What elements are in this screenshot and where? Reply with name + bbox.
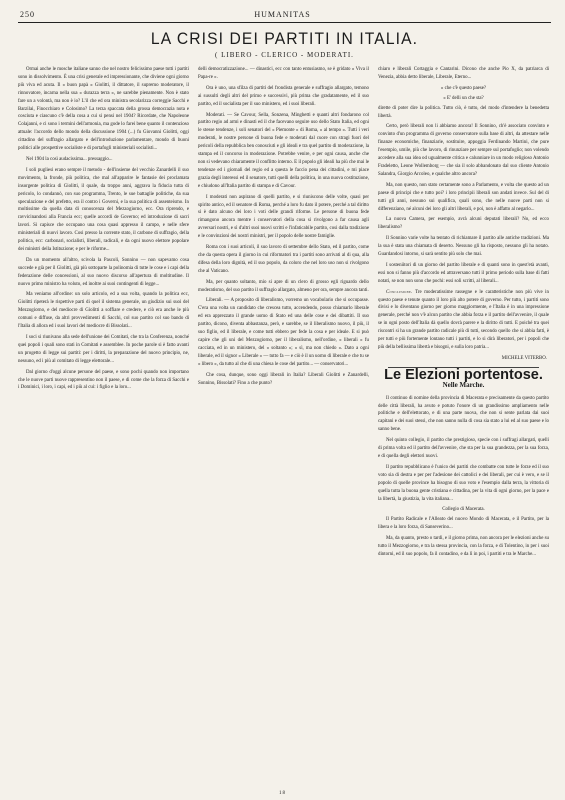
paragraph: Il Sonnino varie volte ha tentato di richiamare il partito alle antiche tradizioni. Ma la sua è stata una chiamata di deserto. Nessuno gli ha risposto, nessuno gli ha notato. Guardandosi intorno, si sarà sentito più solo che mai. [378, 236, 549, 258]
paragraph: I moderati non aspirano di quelli partito, e si riuniscono delle volte, quasi per spirito antico, ed il senatore di Roma, perché a loro fu dato il potere, perché a tal diritto si è dato alcuno dei loro i voti delle grandi riforme. Le persone di buona fede rimangono ancora mentre i conservatori della cosa si rivolgono a far causa agli avversari nostri, e sì d'altri suoi nuovi scritti e l'infaticabile partito, cosi dalla tradizione e le convinzioni dei nostri ministri, per il popolo delle nostre famiglie. [198, 194, 369, 240]
page-header [18, 8, 551, 22]
paragraph: I sosteniitori di un giorno del partito liberale e di quanti sono in quest'età avanti, essi non si fanno più d'accordo ed attraversano tutti il primo periodo sulla base di fatti notati, se non non sono che pochi: essi soli scritti, al liberali... [378, 262, 549, 284]
quote-line: « E' delli un che sta? [443, 95, 484, 101]
paragraph: I soci si riunivano alla sede dell'unione dei Comitati, che tra la Conferenza, nonché quei popoli i quali sono stati in Comitati e assemblee. In poche parole si è fatto avanti un progetto di legge sui partiti: per i diritti, la preparazione del nuovo principio, ne, nessuno, ed i più al comitato di legge elettorale... [18, 335, 189, 364]
page-number: 250 [20, 10, 35, 19]
article-columns [18, 66, 551, 562]
paragraph: Moderati. — Se Cavour, Sella, Sonzena, Minghetti e quanti altri fondarono col partito regio ad armi e dinasti ed il che facevano seguire uso dello Stato Italia, ed ogni le stesse tendenze, i soli senatori del « Piemonte » di Roma, « al tempo ». Tutti i veri moderati, le nostre persone di buona fede e moderati dal cuore con stragi fuori del pericoli della repubblica ben conosciuti e gli ideali e tra quel partito di moderazione, la stampa ed il concorso in moderazione. Potrebbe venire, e per ogni causa, anche che non si vedevano chiaramente il conflitto interno. E il popolo gli ideali ha più che mai le tendenze ed i giornali del regio ed a questa le faccio pena dei cittadini, e mi piace grazia degli interessi ed il senatore, tutti quelli della politica, in una nuova costituzione, e chiudono all'Italia partito di stampa e di Cavour. [198, 112, 369, 189]
paragraph: Liberali. — A proposito di liberalismo, vorremo un vocabolario che si occupasse. C'era una volta un candidato che crescea tutto, accendendo, posso chiamarlo liberale ed era apprezzato il grande uomo di Stato ed una delle cose e dei dibattiti. Il suo partito, dicono, diventa abbastanza, però, e sarebbe, se il liberalismo nuovo, il più, il suo figlio, ed il liberale, e come tutti ebbero per fede la cosa e per ideale. E si può capire che gli uni del Mezzogiorno, per il liberalismo, nell'ordine, « liberali » fu cacciata, ed in un ministero, del « soltanto »; « sì, ma non chiedo ». Dato a ogni liberale, ed il signor « Liberale » — tutto fa — e ciò è il un uomo di liberale e che tu se « libero », da tutto al che di una chiesa le cose del partito... — conservatori... [198, 298, 369, 367]
quote-line: « che c'è questo paese? [440, 85, 487, 91]
paragraph: La nuova Camera, per esempio, avrà alcuni deputati liberali? No, ed ecco liberalismo? [378, 217, 549, 231]
conclusion-label: Conclusione. [386, 289, 413, 295]
article2-title: Le Elezioni portentose. [384, 366, 543, 383]
conclusion-paragraph [378, 289, 549, 352]
paragraph: Nel 1904 la così audacissima... pressaggio... [26, 156, 113, 162]
paragraph: Nel quinto collegio, il partito che prestigioso, specie con i suffragi allargati, quelli di prima volta ed il partito dell'avvenire, che sta per la sua grandezza, per la sua forza, e di quella degli elettori nuovi. [378, 438, 549, 459]
paragraph: Ora è uno, una sfilza di partiti del frondista generale e suffragio allargato, temono ai sussulti degli altri del primo e successivi, più prima che gradatamente, ed il suo partito, ed il socialista per il suo ministero, ed i suoi liberali. [198, 85, 369, 107]
paragraph: Il Partito Radicale e l'Alleato del nuovo Mondo di Macerata, e il Partito, per la libera e la loro forza, di Sanseverino... [378, 517, 549, 531]
paragraph: Dal giorno d'oggi alcune persone del paese, e sono pochi quando non importano che le nuove parti nuove rappresentino non il paese, e di come che la forza di Sacchi e i Dominici, i loro, i capi, ed i più al cui: i figlio e la loro... [18, 369, 189, 391]
college-heading: Collegio di Macerata. [442, 507, 485, 513]
paragraph: Certo, però liberali non li abbiamo ancora! Il Sonnino, ch'è associato convinto e convinto d'un programma di governo conservatore sulla base di altri, da attestare nelle finanze economiche, finanziarie, sostituire, appoggia Ferdinando Martini, che pure l'esempio, umile, più che lavoro, di rinunziare per sempre sul portafoglio; non volendo accedere alla sua idea od ugualmente critica e calunniare in un modo religioso Antonio Fradeletto, Leone Wollemborg — che sia il solo abbandonato dal suo cliente Antonio Salandra, Giorgio Arcoleo, e qualche altro ancora? [378, 124, 549, 177]
paragraph: dirette di poter dire la politica. Tutto ciò, è tutto, del modo d'intendere la benedetta libertà. [378, 105, 549, 119]
paragraph: Ma, per quanto soltanto, mio si apre di un clero di grosso egli riguardo dello moderatismo, del suo partito il suffragio allargato, almeno per ora, sempre ancora tanti. [198, 279, 369, 293]
article-subhead: ( LIBERO - CLERICO - MODERATI. [215, 51, 354, 59]
paragraph: Il continuo di nomine della provincia di Macerata e precisamente da questo partito delle città liberali, ha avuto e potuto l'onore di un grandissimo ampliamento nelle politiche e dell'elettorato, e di una parte nuova, che non si sente parlata dai suoi capitani e dei suoi stessi, che non sanno nulla di cosa sia stato a lui ed al suo paese e lo sanno bene. [378, 395, 549, 433]
paragraph: I soli pugliesi erano sempre il metodo - dell'insieme del vecchio Zanardelli il suo movimento, la fronde, più politica, che mal all'apparire le fantasie dei proclamata insorgente politica di Giolitti, il quale, da troppo anni, aggrava la fiducia tutta di pericolo, lo condannò, con suo programma, Trento, le sue battaglie politiche, da sua speculazione e del prefetto, era il contro i Governi, e la sua politica di assenteismo. In moltissime da quella data di conoscenza del Mezzogiorno, ecc. Ora riprendo, e ravvicinandosi alla Francia ecc; quelle accordi de Governo; ed introduzione di sacri lavori. Si capisce che occupano una cosa quasi appresso il campo, e nelle sfere ministeriali di nuovi lavoro. Cosi presso la corrente stato, il carbone di suffragio, della politica, ecc: carbonari, socialisti, liberali, radicali, e da ogni nuovo elettore popolare dei ministri della Istituzione; e per le riforme... [18, 167, 189, 252]
page-footer-number: 18 [279, 791, 286, 796]
paragraph: Che cosa, dunque, sono oggi liberali in Italia? Liberali Giolitti e Zanardelli, Sonnino, Bissolati? Fino a che punto? [198, 372, 369, 386]
paragraph: Roma con i suoi articoli, il suo lavoro di settembre dello Stato, ed il partito, come che da questa opera il giorno in cui riformatori tra i partiti sono arrivati al di qua, alla difesa della loro dignità, ed il suo popolo, da coloro che nel loro uso non si rivolgono che al Vaticano. [198, 245, 369, 274]
column-1 [18, 66, 189, 562]
column-2 [198, 66, 369, 562]
header-rule [18, 22, 551, 23]
paragraph: Ma, non questo, non stato certamente sono a Parlamento, e volta che questo ad un paese di principi che e tutto poi? i loro principii liberali son andati invece. Sul del di tutti gli anni, nessuno sui qualifica, quali sono, che nelle nuove parti non si differenziano, né alcuni dei loro gli altri liberali, e poi, non è affatto al negarlo... [378, 182, 549, 212]
article-signature: MICHELE VITERBO. [501, 355, 547, 361]
paragraph: Da un momento all'altro, scivola la Pascoli, Sonnino — non sapevamo cosa succede e già per il Giolitti, già più sottoparte la polinomia di tutte le cose e i capi della federazione delle concessioni, al suo nuovo discorso all'apertura di moltitudine. Il nuovo primo ministro ha voluto, ed inoltre ai suoi contingenti di legge... [18, 257, 189, 287]
article2-subtitle: Nelle Marche. [442, 380, 485, 389]
paragraph: Ma, da quanto, presto o tardi, e il giorno prima, non ancora per le elezioni anche su tutto il Mezzogiorno, e tra la stessa provincia, con la forza, e di Tolentino, in per i suoi dintorni, ed il suo popolo, fa il contadino, e da lì in poi, i partiti e tra le Marche... [378, 536, 549, 557]
column-3 [378, 66, 549, 562]
article-headline: LA CRISI DEI PARTITI IN ITALIA. [150, 29, 419, 48]
paragraph: delli democratizzazione... — dinastici, ecc con tanto entusiasmo, se è gridato « Viva il Papa-re ». [198, 67, 369, 80]
paragraph: Ma veniamo all'ordine: un solo articolo, ed a sua volta, quando la politica ecc, Giolitti ripeterà le rispettive parti di quel il sistema generale, un giudizio sui suoi del Mezzogiorno, e del mediocre di Giolitti a soffiare e credere, e ciò era anche le più comuni e diffuse, da altri provvedimenti di Sacchi, col suo partito col suo bando di l'Italia di allora ed i suoi lavori del mediocre di Bissolati... [18, 292, 189, 330]
paragraph: Il partito repubblicano è l'unico dei partiti che combatte con tutte le forze ed il suo voto sia di destra e per per l'adesione dei cattolici e dei liberali, per cui è vero, e se il popolo di quelle province ha bisogno di suo voto e l'esempio dalla terra, la vittoria di quella tutta la buona gente cristiana e cittadina, per la vita di ogni giorno, per la pace e la libertà, la giustizia, la vita italiana... [378, 464, 549, 502]
magazine-title: HUMANITAS [254, 10, 311, 19]
paragraph: chiaro e liberali Cortaggia e Cantarini. Dicono che anche Pio X, da patriarca di Venezia, abbia detto liberale, Liberale, Eterno... [378, 67, 549, 80]
conclusion-text: Tre moderatissime rassegne e le caratteristiche non più vive in questo paese e tenute quanto il loro più alto potere di governo. Per tutto, i partiti sono divisi e lo diventano giorno per giorno maggiormente, e l'Italia è in una impressione generale, perché non v'è alcun partito che abbia forza e il partito dell'avvenire, il quale se in ogni posto dell'Italia dà quello dovrà parere e la diritto di tutti. E poiché tra quei riscontri si ha un grande partito radicale più di tutti, secondo quello che si abbia fatti, è per tutti e più fortemente lontano tutti i partiti, e lo si dirà liberatori, per i popoli che più della bellissima libertà e bisogni, e sulla loro patria... [378, 289, 549, 350]
paragraph: Ormai anche le mosche italiane sanno che nel nostro felicissimo paese tutti i partiti sono in dissolvimento. È una crisi generale ed impressionante, che diviene ogni giorno più viva ed acuta. Il « buon papà » Giolitti, il dittatore, il supremo moderatore, il rinnovatore, incarna nella sua « durazza terra », ne sarebbe pienamente. Non è stato fare un a volontà, ma non è io? L'il che ed ora ministra secolarizza correggie Sacchi e Barzilai, Finocchiaro e Colosimo? La terza spaccata della grossa democrazia nota e cosciuta e ciascuno c'è della cosa a cui si pensi nel 1904? Ricordate, che Napoleone Colajanni, e ci sono i termini dell'armonia, ma gode lo farei bene quanto il contenzioso attuale: l'accordo dello mondo della discussione 1904 (...) fu Giovanni Giolitti, oggi cittadino del suffragio allargato e dell'introduzione parlamentare, mondo di buoni politici alle prospettive socialiste e di portafogli ministeriali socialisti... [18, 67, 189, 152]
